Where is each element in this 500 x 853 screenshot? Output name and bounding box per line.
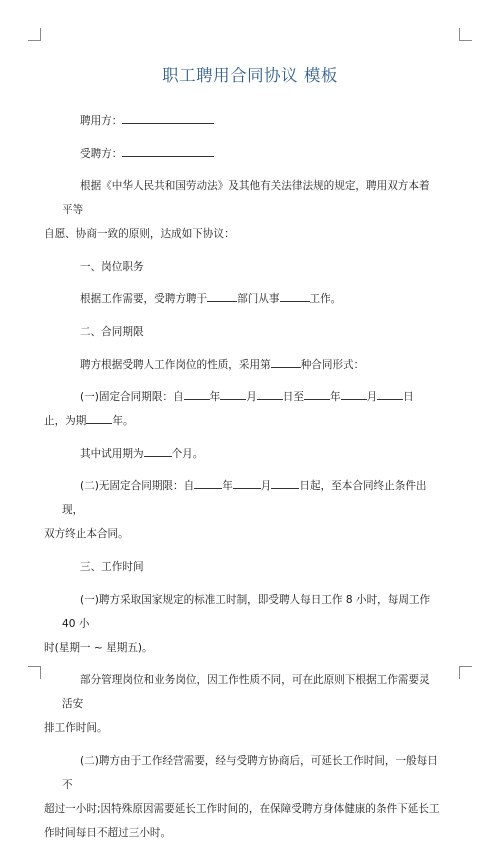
fixed-term-prefix: (一)固定合同期限：自 xyxy=(80,391,184,404)
intro-paragraph xyxy=(44,174,440,246)
department-blank[interactable] xyxy=(207,292,237,302)
overtime-paragraph xyxy=(44,749,440,845)
document-title: 职工聘用合同协议 模板 xyxy=(162,66,338,85)
probation-text-1: 其中试用期为 xyxy=(80,447,144,460)
unit-year: 年 xyxy=(329,391,341,404)
unit-month: 月 xyxy=(366,391,378,404)
contract-form-text-1: 聘方根据受聘人工作岗位的性质，采用第 xyxy=(80,358,271,371)
standard-hours-line-2: 时(星期一 ~ 星期五)。 xyxy=(44,641,153,654)
start-year-blank[interactable] xyxy=(184,390,210,400)
contract-form-text-2: 种合同形式： xyxy=(300,358,365,371)
section-1-heading: 一、岗位职务 xyxy=(80,260,144,273)
corner-mark-top-right xyxy=(459,28,472,41)
unit-month: 月 xyxy=(246,391,257,404)
flexible-hours-line-2: 排工作时间。 xyxy=(44,722,108,735)
employer-line xyxy=(62,109,440,133)
open-start-day-blank[interactable] xyxy=(271,479,299,489)
unit-year: 年 xyxy=(209,391,221,404)
unit-month: 月 xyxy=(260,480,272,493)
end-day-blank[interactable] xyxy=(377,390,403,400)
open-term-prefix: (二)无固定合同期限：自 xyxy=(80,480,195,493)
overtime-line-2: 超过一小时;因特殊原因需要延长工作时间的，在保障受聘方身体健康的条件下延长工 xyxy=(44,802,440,815)
contract-form-paragraph xyxy=(62,353,440,377)
intro-line-1: 根据《中华人民共和国劳动法》及其他有关法律法规的规定，聘用双方本着平等 xyxy=(62,180,430,217)
overtime-line-3: 作时间每日不超过三小时。 xyxy=(44,826,172,839)
fixed-term-paragraph xyxy=(44,385,440,433)
fixed-term-duration-text: 止，为期 xyxy=(44,415,87,428)
corner-mark-bottom-left xyxy=(28,666,41,679)
position-paragraph xyxy=(62,287,440,311)
position-text-1: 根据工作需要，受聘方聘于 xyxy=(80,293,208,306)
position-text-3: 工作。 xyxy=(309,293,342,306)
probation-paragraph xyxy=(62,442,440,466)
employee-line xyxy=(62,142,440,166)
section-2-heading: 二、合同期限 xyxy=(80,325,144,338)
corner-mark-bottom-right xyxy=(459,666,472,679)
standard-hours-paragraph xyxy=(44,588,440,660)
employer-blank[interactable] xyxy=(122,114,214,124)
duration-years-blank[interactable] xyxy=(86,414,112,424)
flexible-hours-line-1: 部分管理岗位和业务岗位，因工作性质不同，可在此原则下根据工作需要灵活安 xyxy=(62,674,430,711)
open-start-month-blank[interactable] xyxy=(233,479,261,489)
open-term-line-2: 双方终止本合同。 xyxy=(44,528,129,541)
contract-form-blank[interactable] xyxy=(271,358,301,368)
intro-line-2: 自愿、协商一致的原则，达成如下协议： xyxy=(44,228,235,241)
position-text-2: 部门从事 xyxy=(237,293,280,306)
unit-day: 日 xyxy=(403,391,414,404)
standard-hours-line-1: (一)聘方采取国家规定的标准工时制，即受聘人每日工作 8 小时，每周工作 40 小 xyxy=(62,593,431,630)
open-term-suffix: 日起，至本合同终止条件出现， xyxy=(62,480,427,517)
document-body xyxy=(44,109,440,853)
corner-mark-top-left xyxy=(28,28,41,41)
employee-blank[interactable] xyxy=(122,147,214,157)
flexible-hours-paragraph xyxy=(44,668,440,740)
day-to-text: 日至 xyxy=(282,391,304,404)
end-month-blank[interactable] xyxy=(341,390,367,400)
employer-label: 聘用方： xyxy=(80,115,123,127)
probation-text-2: 个月。 xyxy=(171,447,204,460)
section-3-heading: 三、工作时间 xyxy=(80,560,144,573)
overtime-line-1: (二)聘方由于工作经营需要，经与受聘方协商后，可延长工作时间，一般每日不 xyxy=(62,754,438,791)
end-year-blank[interactable] xyxy=(304,390,330,400)
start-month-blank[interactable] xyxy=(220,390,246,400)
employee-label: 受聘方： xyxy=(80,147,123,160)
job-blank[interactable] xyxy=(280,292,310,302)
open-start-year-blank[interactable] xyxy=(194,479,222,489)
probation-months-blank[interactable] xyxy=(144,447,172,457)
start-day-blank[interactable] xyxy=(257,390,283,400)
unit-year: 年 xyxy=(222,480,233,493)
fixed-term-duration-unit: 年。 xyxy=(112,415,134,428)
open-term-paragraph xyxy=(44,474,440,546)
